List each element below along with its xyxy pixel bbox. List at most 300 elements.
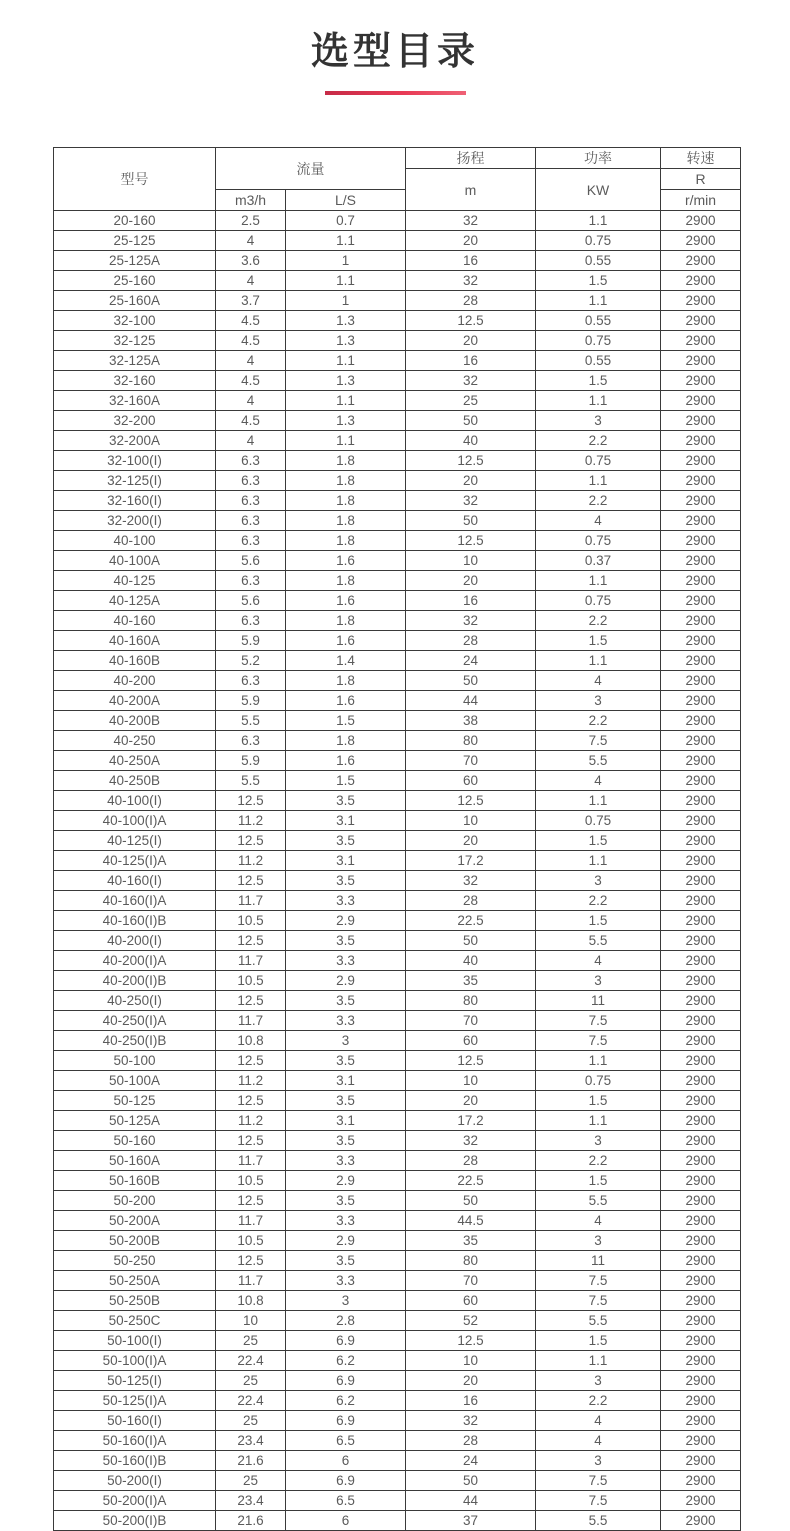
cell-flow_m3h: 6.3 xyxy=(216,511,286,531)
cell-flow_ls: 1.1 xyxy=(286,231,406,251)
cell-speed_rmin: 2900 xyxy=(661,891,741,911)
cell-flow_ls: 3.3 xyxy=(286,1151,406,1171)
cell-head_m: 24 xyxy=(406,651,536,671)
selection-catalog-table xyxy=(53,147,741,1531)
cell-flow_m3h: 25 xyxy=(216,1331,286,1351)
cell-speed_rmin: 2900 xyxy=(661,971,741,991)
table-body xyxy=(54,211,741,1531)
cell-power_kw: 4 xyxy=(536,1211,661,1231)
cell-head_m: 16 xyxy=(406,1391,536,1411)
cell-head_m: 32 xyxy=(406,371,536,391)
cell-flow_m3h: 12.5 xyxy=(216,1051,286,1071)
cell-speed_rmin: 2900 xyxy=(661,851,741,871)
cell-flow_m3h: 4 xyxy=(216,391,286,411)
table-row xyxy=(54,751,741,771)
cell-speed_rmin: 2900 xyxy=(661,651,741,671)
cell-power_kw: 7.5 xyxy=(536,1011,661,1031)
cell-power_kw: 0.75 xyxy=(536,1071,661,1091)
table-row xyxy=(54,291,741,311)
cell-speed_rmin: 2900 xyxy=(661,311,741,331)
cell-power_kw: 1.1 xyxy=(536,471,661,491)
cell-speed_rmin: 2900 xyxy=(661,291,741,311)
table-row xyxy=(54,951,741,971)
cell-model: 32-100(I) xyxy=(54,451,216,471)
cell-flow_m3h: 21.6 xyxy=(216,1451,286,1471)
cell-power_kw: 0.75 xyxy=(536,531,661,551)
cell-flow_m3h: 23.4 xyxy=(216,1491,286,1511)
cell-model: 40-160B xyxy=(54,651,216,671)
cell-power_kw: 1.5 xyxy=(536,911,661,931)
cell-power_kw: 7.5 xyxy=(536,1491,661,1511)
cell-head_m: 10 xyxy=(406,1071,536,1091)
cell-head_m: 25 xyxy=(406,391,536,411)
table-row xyxy=(54,1171,741,1191)
cell-flow_ls: 1.3 xyxy=(286,311,406,331)
cell-flow_ls: 2.9 xyxy=(286,971,406,991)
cell-model: 40-200(I)A xyxy=(54,951,216,971)
cell-model: 50-100(I) xyxy=(54,1331,216,1351)
cell-speed_rmin: 2900 xyxy=(661,331,741,351)
cell-speed_rmin: 2900 xyxy=(661,411,741,431)
cell-flow_ls: 1.8 xyxy=(286,731,406,751)
cell-power_kw: 0.75 xyxy=(536,811,661,831)
cell-head_m: 50 xyxy=(406,511,536,531)
cell-power_kw: 1.5 xyxy=(536,371,661,391)
cell-flow_m3h: 10.5 xyxy=(216,911,286,931)
cell-head_m: 12.5 xyxy=(406,1331,536,1351)
table-row xyxy=(54,1411,741,1431)
cell-head_m: 32 xyxy=(406,271,536,291)
cell-flow_ls: 0.7 xyxy=(286,211,406,231)
cell-head_m: 12.5 xyxy=(406,531,536,551)
table-row xyxy=(54,371,741,391)
table-row xyxy=(54,491,741,511)
cell-model: 50-200(I) xyxy=(54,1471,216,1491)
cell-power_kw: 1.5 xyxy=(536,1331,661,1351)
cell-head_m: 10 xyxy=(406,551,536,571)
cell-flow_m3h: 11.7 xyxy=(216,1211,286,1231)
table-row xyxy=(54,1111,741,1131)
cell-speed_rmin: 2900 xyxy=(661,871,741,891)
cell-model: 40-160(I)A xyxy=(54,891,216,911)
cell-model: 40-160 xyxy=(54,611,216,631)
cell-flow_ls: 6.5 xyxy=(286,1431,406,1451)
cell-flow_ls: 3.1 xyxy=(286,811,406,831)
cell-head_m: 80 xyxy=(406,1251,536,1271)
cell-speed_rmin: 2900 xyxy=(661,1211,741,1231)
cell-flow_ls: 1 xyxy=(286,291,406,311)
cell-power_kw: 1.1 xyxy=(536,1111,661,1131)
cell-power_kw: 11 xyxy=(536,1251,661,1271)
cell-model: 40-100(I)A xyxy=(54,811,216,831)
cell-flow_ls: 1.8 xyxy=(286,471,406,491)
cell-model: 40-125 xyxy=(54,571,216,591)
cell-model: 32-160(I) xyxy=(54,491,216,511)
cell-model: 40-125(I) xyxy=(54,831,216,851)
cell-flow_ls: 1.6 xyxy=(286,631,406,651)
cell-model: 40-200A xyxy=(54,691,216,711)
cell-head_m: 28 xyxy=(406,891,536,911)
cell-head_m: 20 xyxy=(406,831,536,851)
table-row xyxy=(54,1371,741,1391)
table-row xyxy=(54,1231,741,1251)
table-row xyxy=(54,811,741,831)
cell-speed_rmin: 2900 xyxy=(661,1451,741,1471)
cell-flow_m3h: 4 xyxy=(216,271,286,291)
table-row xyxy=(54,1051,741,1071)
cell-power_kw: 4 xyxy=(536,771,661,791)
cell-model: 32-125A xyxy=(54,351,216,371)
cell-head_m: 28 xyxy=(406,291,536,311)
cell-power_kw: 0.75 xyxy=(536,451,661,471)
cell-flow_m3h: 11.7 xyxy=(216,891,286,911)
cell-flow_ls: 6.9 xyxy=(286,1371,406,1391)
cell-speed_rmin: 2900 xyxy=(661,511,741,531)
table-row xyxy=(54,571,741,591)
cell-head_m: 20 xyxy=(406,331,536,351)
cell-model: 25-160 xyxy=(54,271,216,291)
cell-power_kw: 3 xyxy=(536,971,661,991)
cell-head_m: 50 xyxy=(406,411,536,431)
cell-head_m: 60 xyxy=(406,771,536,791)
cell-flow_ls: 3.1 xyxy=(286,1111,406,1131)
cell-flow_ls: 3.5 xyxy=(286,991,406,1011)
cell-power_kw: 4 xyxy=(536,951,661,971)
table-row xyxy=(54,331,741,351)
cell-flow_m3h: 12.5 xyxy=(216,991,286,1011)
cell-speed_rmin: 2900 xyxy=(661,611,741,631)
cell-speed_rmin: 2900 xyxy=(661,551,741,571)
cell-model: 40-200(I) xyxy=(54,931,216,951)
cell-model: 20-160 xyxy=(54,211,216,231)
table-row xyxy=(54,1071,741,1091)
table-row xyxy=(54,591,741,611)
cell-flow_ls: 1.6 xyxy=(286,751,406,771)
cell-model: 40-160(I)B xyxy=(54,911,216,931)
cell-head_m: 60 xyxy=(406,1031,536,1051)
cell-flow_ls: 6.2 xyxy=(286,1351,406,1371)
cell-model: 50-160B xyxy=(54,1171,216,1191)
cell-speed_rmin: 2900 xyxy=(661,991,741,1011)
cell-speed_rmin: 2900 xyxy=(661,731,741,751)
cell-speed_rmin: 2900 xyxy=(661,671,741,691)
col-header-speed: 转速 xyxy=(661,148,741,169)
cell-flow_m3h: 5.6 xyxy=(216,591,286,611)
cell-model: 40-250 xyxy=(54,731,216,751)
cell-flow_ls: 1.3 xyxy=(286,411,406,431)
cell-head_m: 80 xyxy=(406,731,536,751)
cell-head_m: 44 xyxy=(406,1491,536,1511)
cell-flow_m3h: 2.5 xyxy=(216,211,286,231)
cell-speed_rmin: 2900 xyxy=(661,1171,741,1191)
cell-model: 40-250(I)B xyxy=(54,1031,216,1051)
table-row xyxy=(54,1291,741,1311)
table-row xyxy=(54,711,741,731)
cell-model: 40-250(I) xyxy=(54,991,216,1011)
table-row xyxy=(54,471,741,491)
cell-flow_ls: 3.1 xyxy=(286,1071,406,1091)
cell-flow_m3h: 12.5 xyxy=(216,1091,286,1111)
table-row xyxy=(54,431,741,451)
cell-flow_ls: 1.3 xyxy=(286,371,406,391)
cell-power_kw: 2.2 xyxy=(536,611,661,631)
cell-model: 50-125(I)A xyxy=(54,1391,216,1411)
cell-flow_m3h: 10 xyxy=(216,1311,286,1331)
cell-flow_m3h: 6.3 xyxy=(216,451,286,471)
col-header-flow: 流量 xyxy=(216,148,406,190)
cell-power_kw: 7.5 xyxy=(536,731,661,751)
cell-flow_ls: 1.1 xyxy=(286,391,406,411)
col-header-speed-unit-r: R xyxy=(661,169,741,190)
cell-flow_m3h: 4.5 xyxy=(216,411,286,431)
cell-power_kw: 0.75 xyxy=(536,591,661,611)
cell-flow_m3h: 6.3 xyxy=(216,491,286,511)
table-row xyxy=(54,1451,741,1471)
table-row xyxy=(54,631,741,651)
cell-power_kw: 0.75 xyxy=(536,231,661,251)
cell-power_kw: 0.55 xyxy=(536,311,661,331)
cell-flow_ls: 3.5 xyxy=(286,1191,406,1211)
cell-model: 50-160(I)B xyxy=(54,1451,216,1471)
col-header-speed-unit-rmin: r/min xyxy=(661,190,741,211)
cell-head_m: 38 xyxy=(406,711,536,731)
col-header-power: 功率 xyxy=(536,148,661,169)
cell-flow_ls: 1.8 xyxy=(286,571,406,591)
table-row xyxy=(54,911,741,931)
cell-flow_ls: 3.3 xyxy=(286,1271,406,1291)
cell-power_kw: 7.5 xyxy=(536,1291,661,1311)
cell-power_kw: 2.2 xyxy=(536,891,661,911)
cell-flow_m3h: 4.5 xyxy=(216,311,286,331)
cell-flow_m3h: 12.5 xyxy=(216,1191,286,1211)
table-row xyxy=(54,1331,741,1351)
cell-flow_m3h: 10.5 xyxy=(216,1171,286,1191)
cell-model: 50-250B xyxy=(54,1291,216,1311)
cell-flow_m3h: 5.9 xyxy=(216,751,286,771)
cell-power_kw: 3 xyxy=(536,1371,661,1391)
cell-model: 50-200(I)B xyxy=(54,1511,216,1531)
cell-power_kw: 5.5 xyxy=(536,1191,661,1211)
cell-model: 40-125A xyxy=(54,591,216,611)
cell-flow_m3h: 25 xyxy=(216,1411,286,1431)
cell-power_kw: 2.2 xyxy=(536,1151,661,1171)
cell-flow_ls: 6 xyxy=(286,1451,406,1471)
cell-head_m: 17.2 xyxy=(406,1111,536,1131)
table-row xyxy=(54,451,741,471)
table-row xyxy=(54,1511,741,1531)
cell-speed_rmin: 2900 xyxy=(661,251,741,271)
cell-flow_m3h: 25 xyxy=(216,1371,286,1391)
cell-flow_ls: 1.5 xyxy=(286,711,406,731)
cell-flow_m3h: 11.7 xyxy=(216,1271,286,1291)
cell-power_kw: 1.1 xyxy=(536,851,661,871)
cell-head_m: 32 xyxy=(406,211,536,231)
cell-flow_ls: 3.3 xyxy=(286,951,406,971)
cell-speed_rmin: 2900 xyxy=(661,951,741,971)
cell-flow_m3h: 22.4 xyxy=(216,1391,286,1411)
table-row xyxy=(54,1311,741,1331)
cell-model: 40-200B xyxy=(54,711,216,731)
cell-model: 50-200 xyxy=(54,1191,216,1211)
table-row xyxy=(54,1251,741,1271)
table-row xyxy=(54,1391,741,1411)
cell-flow_m3h: 21.6 xyxy=(216,1511,286,1531)
cell-model: 50-250C xyxy=(54,1311,216,1331)
cell-model: 25-125A xyxy=(54,251,216,271)
cell-model: 40-200(I)B xyxy=(54,971,216,991)
table-row xyxy=(54,231,741,251)
cell-power_kw: 3 xyxy=(536,1231,661,1251)
cell-flow_m3h: 11.2 xyxy=(216,851,286,871)
col-header-flow-unit-ls: L/S xyxy=(286,190,406,211)
cell-flow_ls: 3.5 xyxy=(286,791,406,811)
table-row xyxy=(54,511,741,531)
cell-flow_ls: 2.8 xyxy=(286,1311,406,1331)
cell-head_m: 70 xyxy=(406,1271,536,1291)
cell-model: 40-250A xyxy=(54,751,216,771)
cell-speed_rmin: 2900 xyxy=(661,1131,741,1151)
cell-speed_rmin: 2900 xyxy=(661,351,741,371)
cell-flow_ls: 6.5 xyxy=(286,1491,406,1511)
cell-flow_m3h: 10.8 xyxy=(216,1031,286,1051)
cell-flow_ls: 1.6 xyxy=(286,551,406,571)
cell-head_m: 20 xyxy=(406,571,536,591)
cell-flow_m3h: 22.4 xyxy=(216,1351,286,1371)
cell-speed_rmin: 2900 xyxy=(661,531,741,551)
cell-flow_ls: 3 xyxy=(286,1031,406,1051)
cell-speed_rmin: 2900 xyxy=(661,1191,741,1211)
cell-speed_rmin: 2900 xyxy=(661,1151,741,1171)
cell-head_m: 50 xyxy=(406,1191,536,1211)
cell-head_m: 16 xyxy=(406,351,536,371)
cell-speed_rmin: 2900 xyxy=(661,1291,741,1311)
cell-model: 40-100(I) xyxy=(54,791,216,811)
cell-flow_m3h: 11.7 xyxy=(216,1011,286,1031)
cell-model: 32-200 xyxy=(54,411,216,431)
cell-flow_ls: 1.4 xyxy=(286,651,406,671)
cell-head_m: 50 xyxy=(406,671,536,691)
table-row xyxy=(54,671,741,691)
cell-model: 50-160(I)A xyxy=(54,1431,216,1451)
cell-flow_m3h: 12.5 xyxy=(216,791,286,811)
cell-flow_ls: 3.5 xyxy=(286,931,406,951)
cell-model: 50-250 xyxy=(54,1251,216,1271)
cell-flow_m3h: 5.2 xyxy=(216,651,286,671)
cell-speed_rmin: 2900 xyxy=(661,1251,741,1271)
cell-model: 40-200 xyxy=(54,671,216,691)
cell-flow_m3h: 12.5 xyxy=(216,1131,286,1151)
cell-flow_m3h: 11.7 xyxy=(216,951,286,971)
table-row xyxy=(54,931,741,951)
cell-speed_rmin: 2900 xyxy=(661,451,741,471)
cell-flow_m3h: 11.2 xyxy=(216,1111,286,1131)
cell-speed_rmin: 2900 xyxy=(661,571,741,591)
col-header-head-unit: m xyxy=(406,169,536,211)
cell-model: 50-160 xyxy=(54,1131,216,1151)
cell-speed_rmin: 2900 xyxy=(661,1091,741,1111)
cell-speed_rmin: 2900 xyxy=(661,691,741,711)
table-row xyxy=(54,791,741,811)
cell-speed_rmin: 2900 xyxy=(661,431,741,451)
cell-power_kw: 1.1 xyxy=(536,791,661,811)
cell-head_m: 16 xyxy=(406,251,536,271)
cell-flow_m3h: 5.6 xyxy=(216,551,286,571)
cell-speed_rmin: 2900 xyxy=(661,591,741,611)
table-row xyxy=(54,311,741,331)
cell-flow_m3h: 12.5 xyxy=(216,931,286,951)
cell-flow_ls: 1.5 xyxy=(286,771,406,791)
cell-flow_m3h: 6.3 xyxy=(216,531,286,551)
cell-model: 50-100 xyxy=(54,1051,216,1071)
col-header-flow-unit-m3h: m3/h xyxy=(216,190,286,211)
table-row xyxy=(54,1271,741,1291)
cell-flow_m3h: 12.5 xyxy=(216,871,286,891)
cell-flow_ls: 2.9 xyxy=(286,1171,406,1191)
cell-model: 40-160A xyxy=(54,631,216,651)
cell-speed_rmin: 2900 xyxy=(661,811,741,831)
cell-flow_ls: 1.8 xyxy=(286,671,406,691)
cell-model: 50-100A xyxy=(54,1071,216,1091)
cell-speed_rmin: 2900 xyxy=(661,391,741,411)
cell-head_m: 32 xyxy=(406,491,536,511)
cell-flow_ls: 1.6 xyxy=(286,591,406,611)
cell-speed_rmin: 2900 xyxy=(661,1331,741,1351)
cell-flow_m3h: 5.9 xyxy=(216,691,286,711)
cell-model: 50-125(I) xyxy=(54,1371,216,1391)
table-row xyxy=(54,851,741,871)
cell-flow_m3h: 6.3 xyxy=(216,731,286,751)
cell-power_kw: 0.55 xyxy=(536,351,661,371)
cell-head_m: 44 xyxy=(406,691,536,711)
cell-speed_rmin: 2900 xyxy=(661,1511,741,1531)
cell-power_kw: 5.5 xyxy=(536,931,661,951)
cell-flow_m3h: 4 xyxy=(216,351,286,371)
cell-power_kw: 4 xyxy=(536,671,661,691)
cell-head_m: 35 xyxy=(406,971,536,991)
cell-head_m: 24 xyxy=(406,1451,536,1471)
cell-power_kw: 1.1 xyxy=(536,651,661,671)
table-row xyxy=(54,1091,741,1111)
cell-model: 40-100 xyxy=(54,531,216,551)
cell-flow_ls: 1.1 xyxy=(286,271,406,291)
cell-flow_m3h: 12.5 xyxy=(216,831,286,851)
table-row xyxy=(54,731,741,751)
cell-flow_ls: 3.3 xyxy=(286,891,406,911)
cell-model: 32-125 xyxy=(54,331,216,351)
cell-head_m: 17.2 xyxy=(406,851,536,871)
table-row xyxy=(54,271,741,291)
table-row xyxy=(54,1431,741,1451)
cell-power_kw: 1.1 xyxy=(536,1351,661,1371)
cell-head_m: 12.5 xyxy=(406,451,536,471)
cell-flow_ls: 3.1 xyxy=(286,851,406,871)
cell-flow_ls: 3.3 xyxy=(286,1011,406,1031)
table-row xyxy=(54,351,741,371)
cell-flow_ls: 1.8 xyxy=(286,491,406,511)
cell-power_kw: 0.37 xyxy=(536,551,661,571)
cell-power_kw: 2.2 xyxy=(536,431,661,451)
cell-head_m: 32 xyxy=(406,871,536,891)
cell-speed_rmin: 2900 xyxy=(661,831,741,851)
cell-head_m: 20 xyxy=(406,231,536,251)
cell-speed_rmin: 2900 xyxy=(661,1011,741,1031)
col-header-model: 型号 xyxy=(54,148,216,211)
cell-head_m: 32 xyxy=(406,1131,536,1151)
cell-head_m: 52 xyxy=(406,1311,536,1331)
cell-flow_ls: 1.8 xyxy=(286,531,406,551)
cell-speed_rmin: 2900 xyxy=(661,1051,741,1071)
cell-flow_ls: 3.5 xyxy=(286,871,406,891)
